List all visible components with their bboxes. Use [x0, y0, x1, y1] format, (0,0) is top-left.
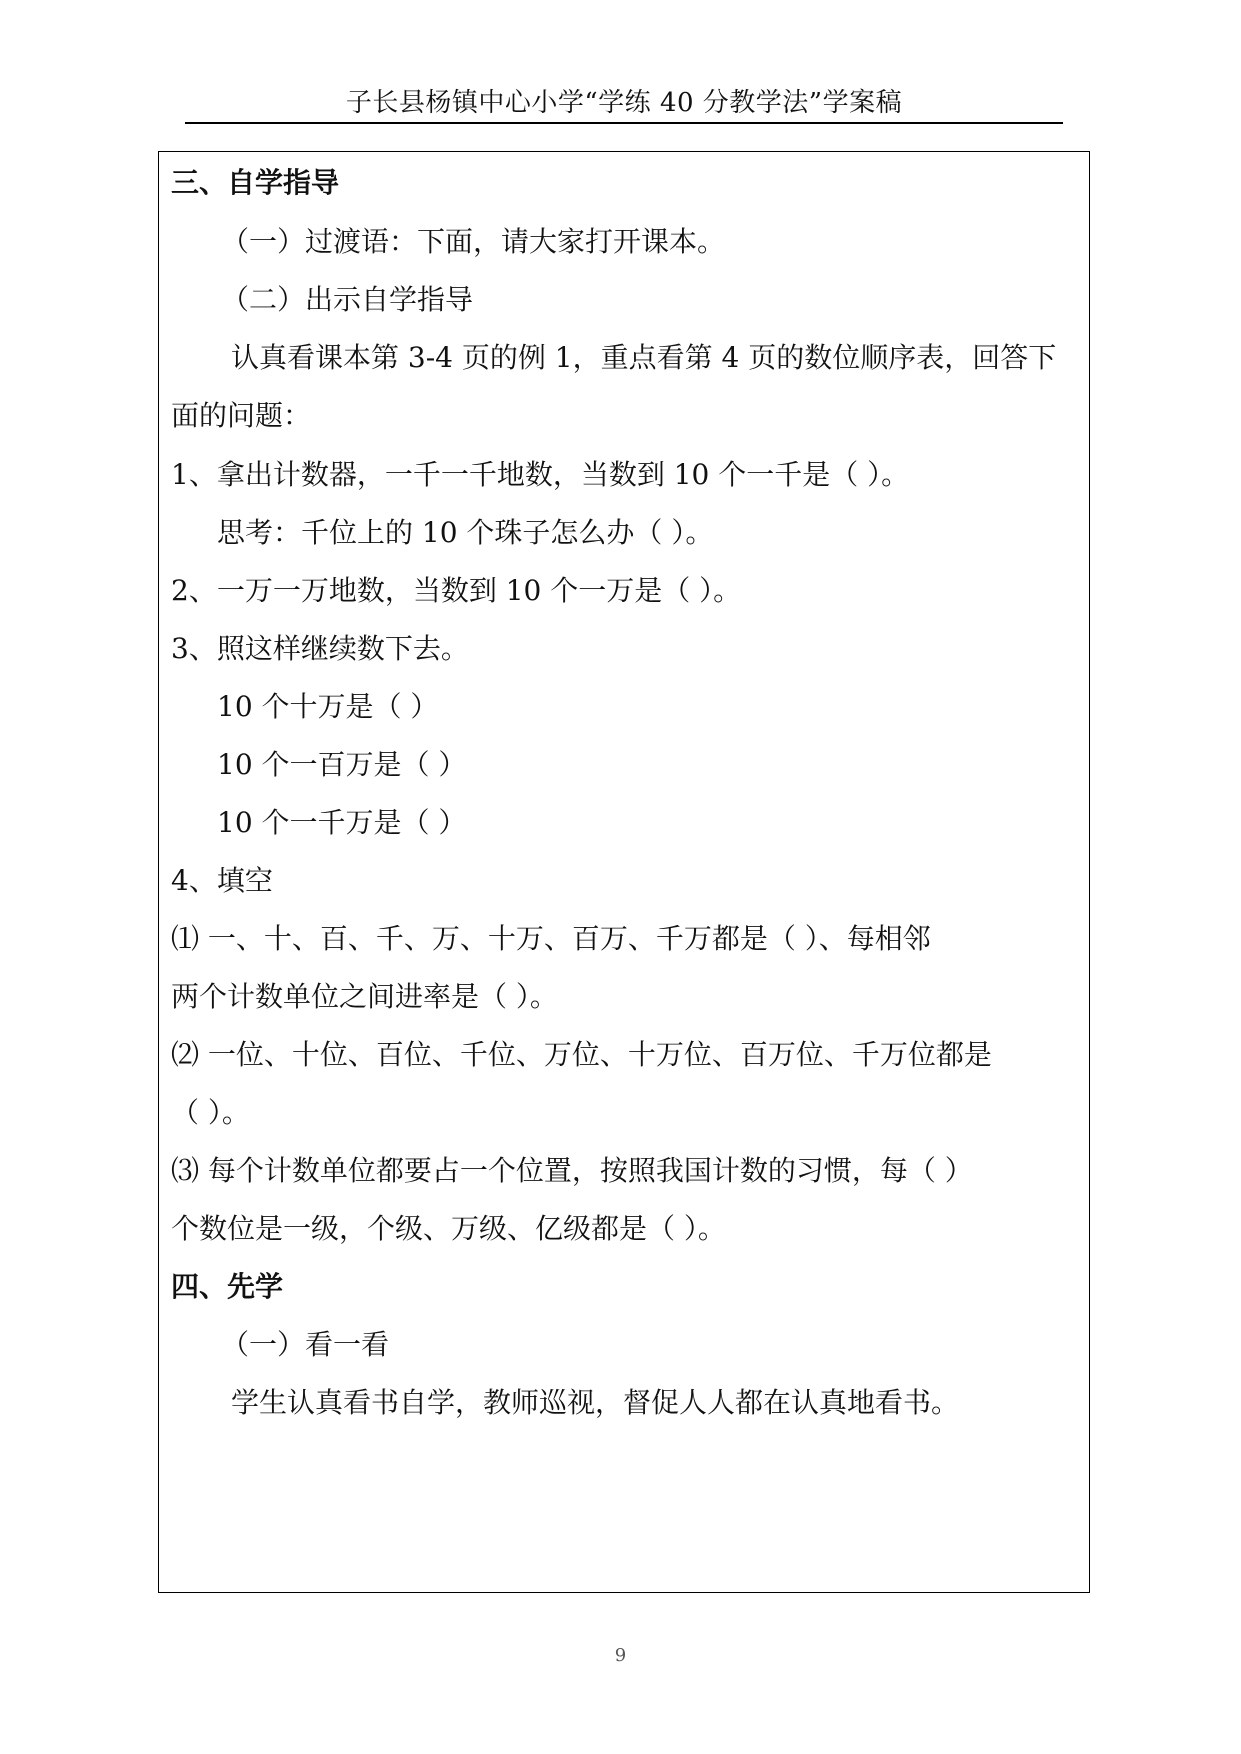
- section-3-paragraph-3-line-1: 认真看课本第 3-4 页的例 1，重点看第 4 页的数位顺序表，回答下: [231, 341, 1057, 374]
- fill-3-line-2: 个数位是一级，个级、万级、亿级都是（ ）。: [171, 1212, 726, 1245]
- question-1-think: 思考：千位上的 10 个珠子怎么办（ ）。: [217, 516, 714, 549]
- page-header-title: 子长县杨镇中心小学“学练 40 分教学法”学案稿: [345, 88, 903, 118]
- fill-1-line-2: 两个计数单位之间进率是（ ）。: [171, 980, 558, 1013]
- question-3-item-b: 10 个一百万是（ ）: [217, 748, 467, 781]
- fill-2-line-2: （ ）。: [171, 1096, 250, 1129]
- fill-3-line-1: ⑶ 每个计数单位都要占一个位置，按照我国计数的习惯，每（ ）: [171, 1154, 973, 1187]
- section-3-paragraph-1: （一）过渡语：下面，请大家打开课本。: [221, 225, 726, 258]
- section-3-heading: 三、自学指导: [171, 166, 340, 199]
- fill-2-line-1: ⑵ 一位、十位、百位、千位、万位、十万位、百万位、千万位都是: [171, 1038, 992, 1071]
- fill-1-line-1: ⑴ 一、十、百、千、万、十万、百万、千万都是（ ）、每相邻: [171, 922, 931, 955]
- section-4-paragraph-2: 学生认真看书自学，教师巡视，督促人人都在认真地看书。: [231, 1386, 960, 1419]
- question-2: 2、一万一万地数，当数到 10 个一万是（ ）。: [171, 574, 742, 607]
- question-4: 4、填空: [171, 864, 273, 897]
- question-1: 1、拿出计数器，一千一千地数，当数到 10 个一千是（ ）。: [171, 458, 910, 491]
- section-3-paragraph-2: （二）出示自学指导: [221, 283, 474, 316]
- section-4-paragraph-1: （一）看一看: [221, 1328, 390, 1361]
- question-3-item-c: 10 个一千万是（ ）: [217, 806, 467, 839]
- section-3-paragraph-3-line-2: 面的问题：: [171, 399, 312, 432]
- header-rule: [185, 122, 1063, 124]
- question-3-item-a: 10 个十万是（ ）: [217, 690, 439, 723]
- page-number: 9: [614, 1645, 627, 1666]
- section-4-heading: 四、先学: [171, 1270, 284, 1303]
- question-3: 3、照这样继续数下去。: [171, 632, 469, 665]
- content-box: [158, 151, 1090, 1593]
